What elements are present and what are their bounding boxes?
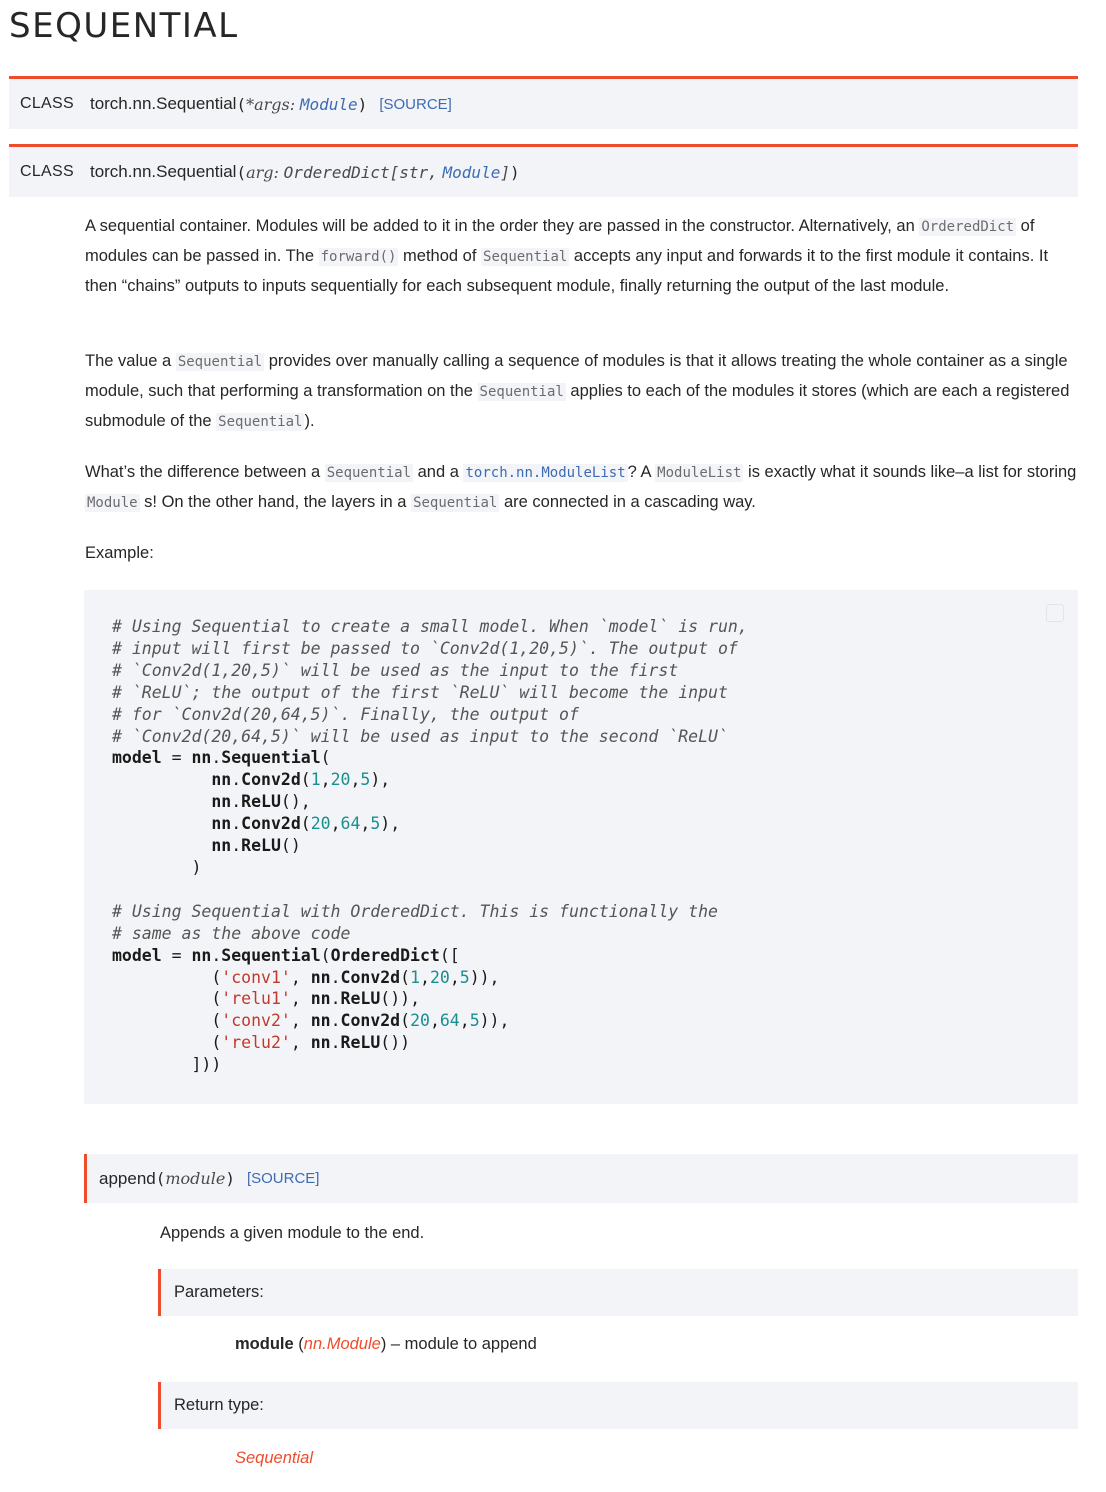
text: What’s the difference between a	[85, 463, 325, 481]
page-title: SEQUENTIAL	[9, 6, 239, 46]
description-paragraph-3	[85, 458, 1077, 518]
code-string: 'relu1'	[221, 989, 291, 1009]
inline-code: forward()	[320, 249, 397, 265]
class-name: torch.nn.Sequential	[89, 162, 237, 181]
open-paren: (	[236, 94, 247, 114]
text: and a	[413, 463, 464, 481]
code-number: 5	[459, 967, 470, 987]
text: applies to each of the modules it stores (which are each a registered submodule of the	[85, 382, 1070, 430]
code-comment: # `ReLU`; the output of the first `ReLU` will become the input	[112, 682, 728, 702]
code-number: 20	[310, 814, 331, 834]
code-comment: # same as the above code	[112, 923, 351, 943]
text: ? A	[627, 463, 656, 481]
code-comment: # Using Sequential with OrderedDict. This is functionally the	[112, 901, 718, 921]
inline-code: Sequential	[326, 465, 412, 481]
param-module: module	[165, 1169, 226, 1188]
inline-code: ModuleList	[657, 465, 742, 481]
return-type-link[interactable]: Sequential	[235, 1449, 313, 1467]
code-number: 20	[330, 770, 351, 790]
parameters-label: Parameters:	[174, 1283, 264, 1301]
method-signature-append	[84, 1154, 1078, 1203]
close-paren: )	[225, 1169, 235, 1188]
text: ).	[304, 412, 315, 430]
class-keyword: CLASS	[20, 95, 74, 112]
open-paren: (	[236, 162, 247, 182]
inline-code: Sequential	[177, 354, 263, 370]
copy-icon[interactable]	[1046, 604, 1064, 622]
inline-code: Sequential	[413, 495, 498, 511]
return-type-header	[158, 1382, 1078, 1429]
description-paragraph-1	[85, 212, 1077, 301]
param-name: module	[235, 1335, 294, 1353]
code-string: 'conv1'	[221, 967, 291, 987]
close-paren: )	[357, 94, 368, 114]
text: of modules can be passed in. The	[85, 217, 1035, 265]
class-signature-args	[9, 76, 1078, 129]
code-number: 64	[340, 814, 361, 834]
parameter-item: module (nn.Module) – module to append	[235, 1335, 537, 1353]
code-number: 1	[310, 770, 321, 790]
type-suffix: ]	[500, 162, 510, 182]
example-label: Example:	[85, 544, 154, 562]
return-type-value	[235, 1444, 313, 1473]
text: A sequential container. Modules will be added to it in the order they are passed in the constructor. Alternatively, an	[85, 217, 920, 235]
inline-code: Module	[87, 495, 138, 511]
source-link[interactable]: [SOURCE]	[246, 1170, 320, 1187]
close-paren: )	[509, 162, 520, 182]
text: provides over manually calling a sequence of modules is that it allows treating the whole container as a single module, such that performing a transformation on the	[85, 352, 1068, 400]
code-number: 20	[429, 967, 450, 987]
class-keyword: CLASS	[20, 163, 74, 180]
code-number: 5	[360, 770, 371, 790]
class-name: torch.nn.Sequential	[89, 94, 237, 113]
text: accepts any input and forwards it to the first module it contains. It then “chains” outputs to inputs sequentially for each subsequent module, finally returning the output of the last module.	[85, 247, 1049, 295]
inline-code: OrderedDict	[921, 219, 1015, 235]
source-link[interactable]: [SOURCE]	[379, 95, 452, 113]
code-number: 5	[370, 814, 381, 834]
method-name: append	[99, 1168, 156, 1188]
code-comment: # `Conv2d(1,20,5)` will be used as the input to the first	[112, 660, 679, 680]
parameters-header	[158, 1269, 1078, 1316]
code-comment: # Using Sequential to create a small model. When `model` is run,	[112, 617, 748, 636]
type-ordereddict: OrderedDict[str,	[283, 162, 438, 182]
text: is exactly what it sounds like–a list for storing	[743, 463, 1077, 481]
code-number: 64	[439, 1011, 460, 1031]
code-string: 'conv2'	[221, 1011, 291, 1031]
text: s! On the other hand, the layers in a	[139, 493, 412, 511]
code-example-block[interactable]: # Using Sequential to create a small model. When `model` is run, # input will first be passed to `Conv2d(1,20,5)`. The output of # `Conv2d(1,20,5)` will be used as the input to the first # `ReLU`; the output of the first `ReLU` will become the input # for `Conv2d(20,64,5)`. Finally, the output of # `Conv2d(20,64,5)` will be used as input to the second `ReLU` model = nn.Sequential( nn.Conv2d(1,20,5), nn.ReLU(), nn.Conv2d(20,64,5), nn.ReLU() ) # Using Sequential with OrderedDict. This is functionally the # same as the above code model = nn.Sequential(OrderedDict([ ('conv1', nn.Conv2d(1,20,5)), ('relu1', nn.ReLU()), ('conv2', nn.Conv2d(20,64,5)), ('relu2', nn.ReLU()) ]))	[84, 590, 1078, 1104]
code-comment: # `Conv2d(20,64,5)` will be used as input to the second `ReLU`	[112, 726, 728, 746]
description-paragraph-2	[85, 347, 1077, 437]
type-module-link[interactable]: Module	[442, 162, 501, 182]
inline-code: Sequential	[479, 384, 564, 400]
open-paren: (	[155, 1169, 166, 1188]
text: method of	[398, 247, 482, 265]
class-signature-ordereddict	[9, 144, 1078, 197]
inline-code: Sequential	[218, 414, 303, 430]
param-arg: arg:	[246, 162, 279, 182]
param-type-link[interactable]: nn.Module	[303, 1335, 381, 1353]
param-args: *args:	[246, 94, 296, 114]
code-number: 5	[469, 1011, 480, 1031]
method-description: Appends a given module to the end.	[160, 1224, 425, 1242]
code-number: 20	[410, 1011, 430, 1031]
code-number: 1	[410, 967, 420, 987]
code-string: 'relu2'	[221, 1033, 291, 1053]
inline-code: Sequential	[483, 249, 568, 265]
text: The value a	[85, 352, 176, 370]
param-description: – module to append	[386, 1335, 537, 1353]
text: are connected in a cascading way.	[499, 493, 756, 511]
modulelist-link[interactable]: torch.nn.ModuleList	[465, 465, 626, 481]
code-comment: # for `Conv2d(20,64,5)`. Finally, the output of	[112, 704, 579, 724]
return-type-label: Return type:	[174, 1396, 264, 1414]
type-module-link[interactable]: Module	[299, 94, 358, 114]
code-comment: # input will first be passed to `Conv2d(1,20,5)`. The output of	[112, 638, 738, 658]
